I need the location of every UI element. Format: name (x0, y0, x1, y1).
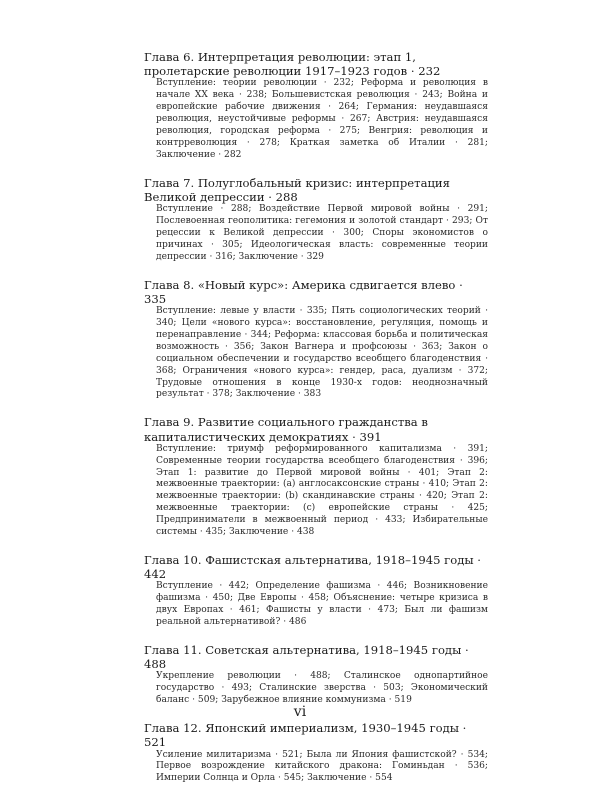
toc-chapter-10 (144, 553, 488, 629)
toc-chapter-7 (144, 176, 488, 264)
chapter-title: Глава 10. Фашистская альтернатива, 1918–1945 годы · 442 (144, 553, 481, 582)
toc-chapter-6 (144, 50, 488, 162)
page-number: vi (293, 704, 307, 720)
chapter-sections: Укрепление революции · 488; Сталинское однопартийное государство · 493; Сталинские зверства · 503; Экономический баланс · 509; Зарубежное влияние коммунизма · 519 (156, 671, 488, 706)
table-of-contents (144, 50, 488, 799)
toc-chapter-12 (144, 721, 488, 785)
chapter-sections: Вступление · 288; Воздействие Первой мировой войны · 291; Послевоенная геополитика: гегемония и золотой стандарт · 293; От рецессии к Великой депрессии · 300; Споры экономистов о причинах · 305; Идеологическая власть: современные теории депрессии · 316; Заключение · 329 (156, 204, 488, 262)
toc-chapter-11 (144, 643, 488, 707)
chapter-sections: Усиление милитаризма · 521; Была ли Япония фашистской? · 534; Первое возрождение китайского дракона: Гоминьдан · 536; Империи Солнца и Орла · 545; Заключение · 554 (156, 749, 488, 784)
chapter-title: Глава 7. Полуглобальный кризис: интерпретация Великой депрессии · 288 (144, 175, 450, 204)
chapter-title: Глава 6. Интерпретация революции: этап 1, пролетарские революции 1917–1923 годов · 232 (144, 50, 441, 79)
toc-chapter-8 (144, 278, 488, 402)
chapter-title: Глава 9. Развитие социального гражданства в капиталистических демократиях · 391 (144, 415, 428, 444)
chapter-title: Глава 8. «Новый курс»: Америка сдвигается влево · 335 (144, 277, 463, 306)
chapter-sections: Вступление: теории революции · 232; Реформа и революция в начале XX века · 238; Большевистская революция · 243; Война и европейские рабочие движения · 264; Германия: неудавшаяся революция, неустойчивые реформы · 267; Австрия: неудавшаяся революция, городская реформа · 275; Венгрия: революция и контрреволюция · 278; Краткая заметка об Италии · 281; Заключение · 282 (156, 78, 488, 160)
chapter-sections: Вступление: левые у власти · 335; Пять социологических теорий · 340; Цели «нового курса»: восстановление, регуляция, помощь и перенаправление · 344; Реформа: классовая борьба и политическая возможность · 356; Закон Вагнера и профсоюзы · 363; Закон о социальном обеспечении и государство всеобщего благоденствия · 368; Ограничения «нового курса»: гендер, раса, дуализм · 372; Трудовые отношения в конце 1930-х годов: неоднозначный результат · 378; Заключение · 383 (156, 306, 488, 400)
chapter-sections: Вступление: триумф реформированного капитализма · 391; Современные теории государства всеобщего благоденствия · 396; Этап 1: развитие до Первой мировой войны · 401; Этап 2: межвоенные траектории: (а) англосаксонские страны · 410; Этап 2: межвоенные траектории: (b) скандинавские страны · 420; Этап 2: межвоенные траектории: (c) европейские страны · 425; Предприниматели в межвоенный период · 433; Избирательные системы · 435; Заключение · 438 (156, 443, 488, 538)
chapter-sections: Вступление · 442; Определение фашизма · 446; Возникновение фашизма · 450; Две Европы · 458; Объяснение: четыре кризиса в двух Европах · 461; Фашисты у власти · 473; Был ли фашизм реальной альтернативой? · 486 (156, 581, 488, 628)
chapter-title: Глава 11. Советская альтернатива, 1918–1945 годы · 488 (144, 643, 469, 672)
toc-chapter-9 (144, 415, 488, 539)
chapter-title: Глава 12. Японский империализм, 1930–1945 годы · 521 (144, 721, 467, 750)
